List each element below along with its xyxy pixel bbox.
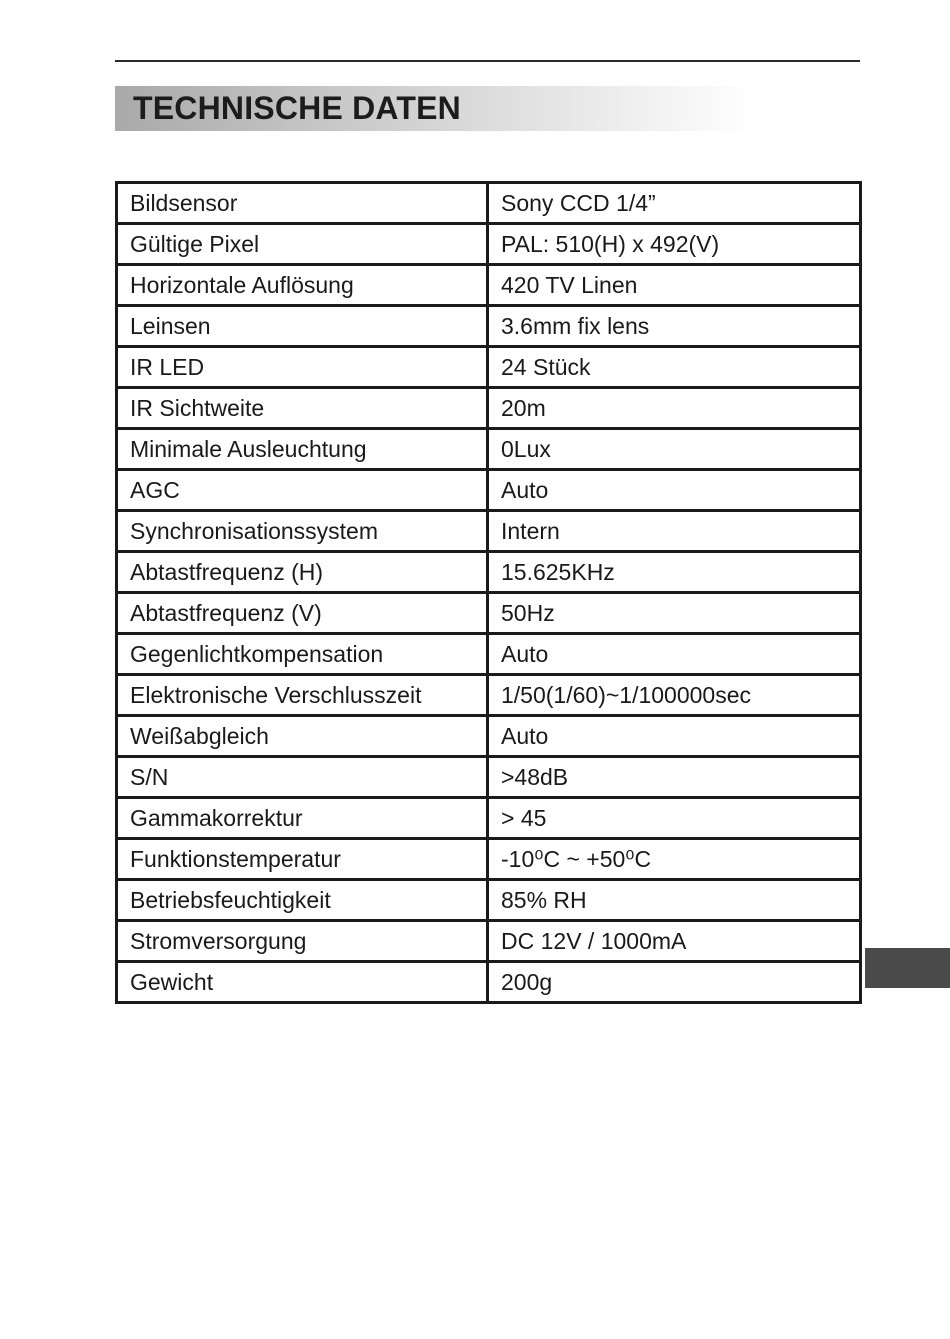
spec-value: >48dB [488,757,861,798]
spec-value: 15.625KHz [488,552,861,593]
table-row [117,593,861,634]
spec-label: Minimale Ausleuchtung [117,429,488,470]
table-row [117,429,861,470]
spec-value: 0Lux [488,429,861,470]
table-row [117,675,861,716]
spec-label: Synchronisationssystem [117,511,488,552]
table-row [117,347,861,388]
spec-value: 85% RH [488,880,861,921]
spec-label: Leinsen [117,306,488,347]
spec-label: Gültige Pixel [117,224,488,265]
spec-label: Bildsensor [117,183,488,224]
section-title-banner [115,86,755,131]
spec-label: Gammakorrektur [117,798,488,839]
table-row [117,470,861,511]
table-row [117,962,861,1003]
spec-value: 24 Stück [488,347,861,388]
spec-label: Gegenlichtkompensation [117,634,488,675]
top-divider [115,60,860,62]
spec-value: > 45 [488,798,861,839]
table-row [117,716,861,757]
table-row [117,306,861,347]
table-row [117,880,861,921]
table-row [117,265,861,306]
spec-label: Weißabgleich [117,716,488,757]
spec-label: Horizontale Auflösung [117,265,488,306]
spec-value: Auto [488,634,861,675]
spec-value: -10⁰C ~ +50⁰C [488,839,861,880]
table-row [117,839,861,880]
spec-value: Sony CCD 1/4” [488,183,861,224]
spec-table [115,181,862,1004]
spec-value: 20m [488,388,861,429]
spec-value: DC 12V / 1000mA [488,921,861,962]
spec-label: Betriebsfeuchtigkeit [117,880,488,921]
spec-label: Abtastfrequenz (V) [117,593,488,634]
spec-label: Funktionstemperatur [117,839,488,880]
table-row [117,388,861,429]
spec-label: Gewicht [117,962,488,1003]
spec-label: Stromversorgung [117,921,488,962]
spec-value: 200g [488,962,861,1003]
spec-value: 420 TV Linen [488,265,861,306]
spec-label: AGC [117,470,488,511]
spec-value: 50Hz [488,593,861,634]
spec-label: S/N [117,757,488,798]
spec-value: Auto [488,470,861,511]
spec-value: Auto [488,716,861,757]
table-row [117,757,861,798]
spec-label: IR LED [117,347,488,388]
table-row [117,798,861,839]
spec-label: Elektronische Verschlusszeit [117,675,488,716]
table-row [117,634,861,675]
page-edge-tab [865,948,950,988]
spec-value: 1/50(1/60)~1/100000sec [488,675,861,716]
spec-label: IR Sichtweite [117,388,488,429]
table-row [117,921,861,962]
spec-value: 3.6mm fix lens [488,306,861,347]
spec-label: Abtastfrequenz (H) [117,552,488,593]
table-row [117,511,861,552]
table-row [117,552,861,593]
page-title: TECHNISCHE DATEN [133,90,461,126]
table-row [117,224,861,265]
spec-value: PAL: 510(H) x 492(V) [488,224,861,265]
table-row [117,183,861,224]
spec-value: Intern [488,511,861,552]
